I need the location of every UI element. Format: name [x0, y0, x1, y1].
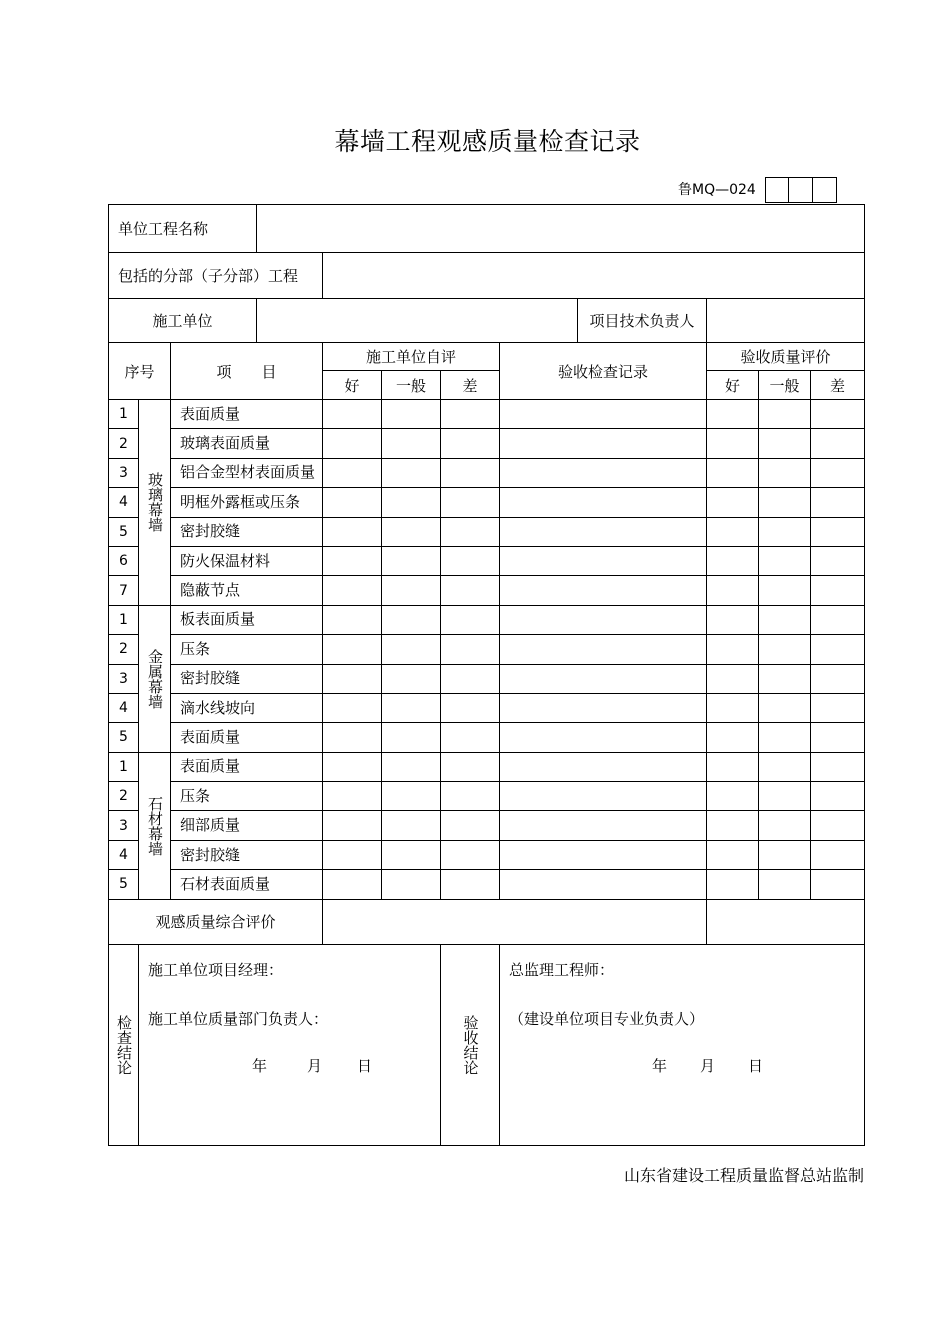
accept-conclusion-label: 验收结论: [441, 944, 500, 1145]
acc-good-cell[interactable]: [707, 752, 759, 781]
self-normal-cell[interactable]: [382, 635, 441, 664]
acc-poor-cell[interactable]: [811, 635, 865, 664]
item-name: 板表面质量: [171, 605, 323, 634]
check-conclusion-area[interactable]: [139, 944, 441, 1145]
acc-normal-cell[interactable]: [759, 840, 811, 869]
row-number: 2: [109, 429, 139, 458]
acc-good-cell[interactable]: [707, 429, 759, 458]
self-poor-cell[interactable]: [441, 488, 500, 517]
acceptance-record-cell[interactable]: [500, 488, 707, 517]
pm-label: 施工单位项目经理：: [148, 960, 284, 979]
tech-lead-field[interactable]: [707, 299, 865, 343]
acc-poor-cell[interactable]: [811, 723, 865, 752]
owner-rep-label: （建设单位项目专业负责人）: [509, 1009, 705, 1028]
acc-normal-cell[interactable]: [759, 429, 811, 458]
check-date-day: 日: [357, 1056, 373, 1075]
tech-lead-label: 项目技术负责人: [578, 299, 707, 343]
self-poor-cell[interactable]: [441, 458, 500, 487]
self-good-header: 好: [323, 371, 382, 400]
self-poor-header: 差: [441, 371, 500, 400]
item-name: 压条: [171, 782, 323, 811]
construction-unit-label: 施工单位: [109, 299, 257, 343]
self-normal-header: 一般: [382, 371, 441, 400]
self-normal-cell[interactable]: [382, 429, 441, 458]
acc-normal-cell[interactable]: [759, 488, 811, 517]
acc-good-cell[interactable]: [707, 458, 759, 487]
table-row: [109, 870, 865, 899]
self-good-cell[interactable]: [323, 400, 382, 429]
self-normal-cell[interactable]: [382, 870, 441, 899]
code-box-3[interactable]: [813, 177, 837, 203]
self-normal-cell[interactable]: [382, 400, 441, 429]
acceptance-record-cell[interactable]: [500, 429, 707, 458]
acceptance-record-cell[interactable]: [500, 723, 707, 752]
page-title: 幕墙工程观感质量检查记录: [334, 127, 641, 156]
self-good-cell[interactable]: [323, 811, 382, 840]
self-good-cell[interactable]: [323, 576, 382, 605]
overall-eval-self-field[interactable]: [323, 899, 707, 944]
self-poor-cell[interactable]: [441, 664, 500, 693]
accept-conclusion-area[interactable]: [500, 944, 865, 1145]
table-row: [109, 840, 865, 869]
acc-poor-cell[interactable]: [811, 517, 865, 546]
item-name: 密封胶缝: [171, 517, 323, 546]
code-box-1[interactable]: [765, 177, 789, 203]
overall-eval-acc-field[interactable]: [707, 899, 865, 944]
self-poor-cell[interactable]: [441, 576, 500, 605]
self-poor-cell[interactable]: [441, 782, 500, 811]
self-poor-cell[interactable]: [441, 429, 500, 458]
acc-poor-cell[interactable]: [811, 488, 865, 517]
acc-good-cell[interactable]: [707, 635, 759, 664]
self-poor-cell[interactable]: [441, 400, 500, 429]
self-good-cell[interactable]: [323, 546, 382, 575]
self-good-cell[interactable]: [323, 782, 382, 811]
item-name: 铝合金型材表面质量: [171, 458, 323, 487]
acc-normal-cell[interactable]: [759, 723, 811, 752]
acceptance-record-cell[interactable]: [500, 400, 707, 429]
self-normal-cell[interactable]: [382, 782, 441, 811]
acc-good-cell[interactable]: [707, 605, 759, 634]
acceptance-record-cell[interactable]: [500, 458, 707, 487]
col-acceptance-eval-header: 验收质量评价: [707, 343, 865, 371]
acc-poor-cell[interactable]: [811, 752, 865, 781]
form-code-row: [678, 177, 837, 203]
table-row: [109, 517, 865, 546]
self-good-cell[interactable]: [323, 693, 382, 722]
self-poor-cell[interactable]: [441, 840, 500, 869]
row-number: 3: [109, 664, 139, 693]
item-name: 明框外露框或压条: [171, 488, 323, 517]
acceptance-record-cell[interactable]: [500, 693, 707, 722]
self-good-cell[interactable]: [323, 429, 382, 458]
acc-normal-cell[interactable]: [759, 752, 811, 781]
table-row: [109, 576, 865, 605]
item-name: 密封胶缝: [171, 840, 323, 869]
table-row: [109, 635, 865, 664]
row-number: 5: [109, 517, 139, 546]
inspection-table: [108, 204, 865, 1146]
acc-good-cell[interactable]: [707, 723, 759, 752]
acc-good-cell[interactable]: [707, 576, 759, 605]
self-normal-cell[interactable]: [382, 664, 441, 693]
row-number: 7: [109, 576, 139, 605]
self-good-cell[interactable]: [323, 752, 382, 781]
table-row: [109, 546, 865, 575]
self-normal-cell[interactable]: [382, 546, 441, 575]
code-box-2[interactable]: [789, 177, 813, 203]
acceptance-record-cell[interactable]: [500, 635, 707, 664]
col-acceptance-record-header: 验收检查记录: [500, 343, 707, 400]
accept-date-year: 年: [652, 1056, 668, 1075]
self-poor-cell[interactable]: [441, 546, 500, 575]
self-good-cell[interactable]: [323, 605, 382, 634]
self-poor-cell[interactable]: [441, 517, 500, 546]
acc-poor-cell[interactable]: [811, 429, 865, 458]
item-name: 密封胶缝: [171, 664, 323, 693]
row-number: 1: [109, 400, 139, 429]
acceptance-record-cell[interactable]: [500, 664, 707, 693]
acc-normal-cell[interactable]: [759, 664, 811, 693]
self-normal-cell[interactable]: [382, 605, 441, 634]
self-good-cell[interactable]: [323, 635, 382, 664]
check-date-month: 月: [307, 1056, 323, 1075]
table-row: [109, 429, 865, 458]
sub-project-field[interactable]: [323, 253, 865, 299]
acc-good-header: 好: [707, 371, 759, 400]
acc-normal-cell[interactable]: [759, 546, 811, 575]
self-normal-cell[interactable]: [382, 458, 441, 487]
self-poor-cell[interactable]: [441, 811, 500, 840]
acc-poor-cell[interactable]: [811, 576, 865, 605]
self-normal-cell[interactable]: [382, 693, 441, 722]
item-name: 表面质量: [171, 752, 323, 781]
acc-good-cell[interactable]: [707, 840, 759, 869]
row-number: 2: [109, 782, 139, 811]
acc-good-cell[interactable]: [707, 488, 759, 517]
acc-poor-cell[interactable]: [811, 870, 865, 899]
acc-poor-cell[interactable]: [811, 605, 865, 634]
acc-normal-cell[interactable]: [759, 576, 811, 605]
self-normal-cell[interactable]: [382, 488, 441, 517]
acc-poor-cell[interactable]: [811, 693, 865, 722]
table-row: [109, 811, 865, 840]
overall-eval-label: 观感质量综合评价: [109, 899, 323, 944]
self-poor-cell[interactable]: [441, 693, 500, 722]
self-normal-cell[interactable]: [382, 517, 441, 546]
acceptance-record-cell[interactable]: [500, 752, 707, 781]
acc-normal-cell[interactable]: [759, 458, 811, 487]
acc-good-cell[interactable]: [707, 782, 759, 811]
acc-poor-cell[interactable]: [811, 458, 865, 487]
acc-normal-cell[interactable]: [759, 605, 811, 634]
self-poor-cell[interactable]: [441, 635, 500, 664]
unit-project-name-label: 单位工程名称: [109, 205, 257, 253]
item-name: 细部质量: [171, 811, 323, 840]
acceptance-record-cell[interactable]: [500, 546, 707, 575]
row-number: 4: [109, 840, 139, 869]
table-row: [109, 693, 865, 722]
footer-issuer: 山东省建设工程质量监督总站监制: [623, 1166, 864, 1185]
row-number: 1: [109, 605, 139, 634]
self-good-cell[interactable]: [323, 517, 382, 546]
acceptance-record-cell[interactable]: [500, 840, 707, 869]
table-row: [109, 458, 865, 487]
acc-good-cell[interactable]: [707, 664, 759, 693]
table-row: [109, 664, 865, 693]
form-code: 鲁MQ—024: [678, 182, 756, 198]
group-label: 石材幕墙: [139, 752, 171, 899]
acc-poor-cell[interactable]: [811, 400, 865, 429]
chief-supervisor-label: 总监理工程师：: [509, 960, 615, 979]
table-row: [109, 723, 865, 752]
item-rows: [109, 400, 865, 900]
acc-good-cell[interactable]: [707, 693, 759, 722]
acc-poor-cell[interactable]: [811, 811, 865, 840]
table-row: [109, 400, 865, 429]
self-normal-cell[interactable]: [382, 576, 441, 605]
self-poor-cell[interactable]: [441, 870, 500, 899]
acc-normal-cell[interactable]: [759, 870, 811, 899]
acc-good-cell[interactable]: [707, 811, 759, 840]
item-name: 表面质量: [171, 723, 323, 752]
self-good-cell[interactable]: [323, 664, 382, 693]
row-number: 3: [109, 458, 139, 487]
sub-project-label: 包括的分部（子分部）工程: [109, 253, 323, 299]
item-name: 石材表面质量: [171, 870, 323, 899]
quality-lead-label: 施工单位质量部门负责人：: [148, 1009, 329, 1028]
acc-poor-cell[interactable]: [811, 782, 865, 811]
acc-normal-cell[interactable]: [759, 635, 811, 664]
acc-poor-header: 差: [811, 371, 865, 400]
acc-normal-cell[interactable]: [759, 811, 811, 840]
table-row: [109, 752, 865, 781]
acceptance-record-cell[interactable]: [500, 811, 707, 840]
check-date-year: 年: [252, 1056, 268, 1075]
acc-normal-header: 一般: [759, 371, 811, 400]
self-good-cell[interactable]: [323, 870, 382, 899]
acc-good-cell[interactable]: [707, 517, 759, 546]
self-normal-cell[interactable]: [382, 723, 441, 752]
accept-date-day: 日: [748, 1056, 764, 1075]
row-number: 5: [109, 870, 139, 899]
acc-normal-cell[interactable]: [759, 400, 811, 429]
acc-poor-cell[interactable]: [811, 664, 865, 693]
row-number: 2: [109, 635, 139, 664]
acc-normal-cell[interactable]: [759, 517, 811, 546]
self-good-cell[interactable]: [323, 723, 382, 752]
self-normal-cell[interactable]: [382, 840, 441, 869]
group-label: 玻璃幕墙: [139, 400, 171, 606]
acceptance-record-cell[interactable]: [500, 517, 707, 546]
self-poor-cell[interactable]: [441, 723, 500, 752]
acceptance-record-cell[interactable]: [500, 576, 707, 605]
table-row: [109, 488, 865, 517]
table-row: [109, 605, 865, 634]
accept-date-month: 月: [700, 1056, 716, 1075]
self-good-cell[interactable]: [323, 458, 382, 487]
acceptance-record-cell[interactable]: [500, 605, 707, 634]
col-self-eval-header: 施工单位自评: [323, 343, 500, 371]
acc-normal-cell[interactable]: [759, 782, 811, 811]
self-good-cell[interactable]: [323, 488, 382, 517]
row-number: 3: [109, 811, 139, 840]
self-good-cell[interactable]: [323, 840, 382, 869]
acc-poor-cell[interactable]: [811, 840, 865, 869]
self-normal-cell[interactable]: [382, 752, 441, 781]
acc-normal-cell[interactable]: [759, 693, 811, 722]
check-conclusion-label: 检查结论: [109, 944, 139, 1145]
acc-good-cell[interactable]: [707, 870, 759, 899]
item-name: 防火保温材料: [171, 546, 323, 575]
unit-project-name-field[interactable]: [257, 205, 865, 253]
acceptance-record-cell[interactable]: [500, 870, 707, 899]
item-name: 表面质量: [171, 400, 323, 429]
item-name: 压条: [171, 635, 323, 664]
acc-good-cell[interactable]: [707, 400, 759, 429]
acceptance-record-cell[interactable]: [500, 782, 707, 811]
group-label: 金属幕墙: [139, 605, 171, 752]
table-row: [109, 782, 865, 811]
item-name: 玻璃表面质量: [171, 429, 323, 458]
item-name: 隐蔽节点: [171, 576, 323, 605]
row-number: 4: [109, 693, 139, 722]
construction-unit-field[interactable]: [257, 299, 578, 343]
self-poor-cell[interactable]: [441, 605, 500, 634]
self-normal-cell[interactable]: [382, 811, 441, 840]
acc-good-cell[interactable]: [707, 546, 759, 575]
row-number: 1: [109, 752, 139, 781]
row-number: 4: [109, 488, 139, 517]
self-poor-cell[interactable]: [441, 752, 500, 781]
col-seq-header: 序号: [109, 343, 171, 400]
row-number: 6: [109, 546, 139, 575]
col-item-header: 项 目: [171, 343, 323, 400]
acc-poor-cell[interactable]: [811, 546, 865, 575]
item-name: 滴水线坡向: [171, 693, 323, 722]
row-number: 5: [109, 723, 139, 752]
